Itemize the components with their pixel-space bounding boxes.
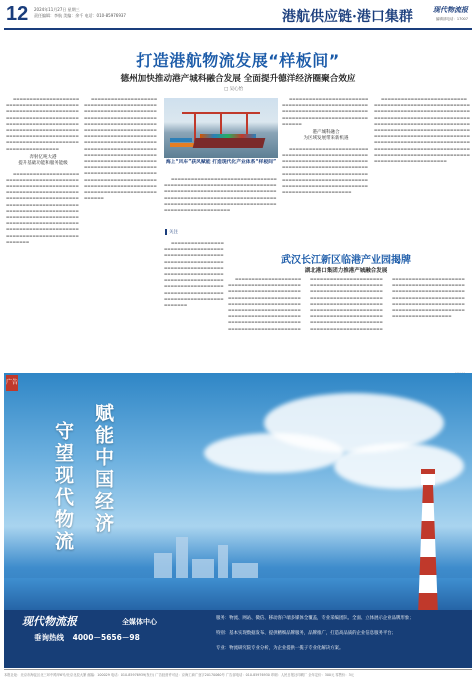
cargo-ship xyxy=(193,138,266,148)
ad-service-3: 专业：物流研究院专业分析，为企业提供一揽子专业化解决方案。 xyxy=(216,646,344,651)
article1-col2: ▬▬▬▬▬▬▬▬▬▬▬▬▬▬▬▬▬▬▬▬▬▬▬▬▬▬▬▬▬▬▬▬▬▬▬▬▬▬▬▬▬▬▬▬▬▬▬▬▬▬▬▬▬▬▬▬▬▬▬▬▬▬▬▬▬▬▬▬▬▬▬▬▬▬▬▬▬▬▬▬▬▬▬▬▬▬▬▬▬▬▬▬▬▬▬▬▬▬▬▬▬▬▬▬▬▬▬▬▬▬▬▬▬▬▬▬▬▬▬▬▬▬▬▬▬▬▬▬▬▬▬▬▬▬▬▬▬▬▬▬▬▬▬▬▬▬▬▬▬▬▬▬▬▬▬▬▬▬▬▬▬▬▬▬▬▬▬▬▬▬▬▬▬▬▬▬▬▬▬▬▬▬▬▬▬▬▬▬▬▬▬▬▬▬▬▬▬▬▬▬▬▬▬▬▬▬▬▬▬▬▬▬▬▬▬▬▬▬▬▬▬▬▬▬▬▬▬▬▬▬▬▬▬▬▬▬▬▬▬▬▬▬▬▬▬▬▬▬▬▬▬▬▬▬▬▬▬▬▬▬▬▬▬▬▬▬▬▬▬▬▬▬▬▬▬▬▬▬▬▬▬▬▬▬▬▬▬▬▬▬▬▬▬▬▬▬▬▬▬▬▬▬▬▬▬▬▬▬▬▬▬▬▬▬▬▬▬▬▬▬▬▬▬▬▬▬▬▬▬▬▬▬▬▬▬▬▬▬▬▬▬▬▬▬▬▬▬▬▬▬▬▬▬▬▬▬ xyxy=(84,97,158,201)
lighthouse-tower xyxy=(418,485,438,615)
header-meta xyxy=(34,7,126,18)
header-brand xyxy=(433,5,468,22)
photo-caption: 海上“风车”获风赋能 打造现代化产业体系“样板间” xyxy=(165,160,277,165)
lighthouse-graphic xyxy=(416,465,440,615)
header-editor: 责任编辑：李航 美编：余千 电话：010-85976937 xyxy=(34,12,126,18)
ad-slogan-2: 赋能中国经济 xyxy=(92,403,114,535)
header-date: 2024年11月27日 星期三 xyxy=(34,7,80,12)
section-title: 港航供应链·港口集群 xyxy=(282,9,413,25)
article1-col3b: ▬▬▬▬▬▬▬▬▬▬▬▬▬▬▬▬▬▬▬▬▬▬▬▬▬▬▬▬▬▬▬▬▬▬▬▬▬▬▬▬▬▬▬▬▬▬▬▬▬▬▬▬▬▬▬▬▬▬▬▬▬▬▬▬▬▬▬▬▬▬▬▬▬▬▬▬▬▬▬▬▬▬▬▬▬▬▬▬▬▬▬▬▬▬▬▬▬▬▬▬▬▬▬▬▬▬▬▬▬▬▬▬▬▬▬▬▬▬▬▬▬▬▬▬▬▬▬▬▬▬▬▬▬▬▬▬▬▬▬▬▬▬▬▬▬▬▬▬▬▬▬▬▬▬▬▬▬▬▬▬▬▬▬▬▬▬▬▬▬▬▬▬▬▬▬▬▬▬▬▬▬▬▬▬▬ xyxy=(164,241,224,308)
hotline-label: 垂询热线 xyxy=(34,633,64,642)
article2-subtitle: 湖北港口集团力推港产城融合发展 xyxy=(304,268,388,274)
ad-center-name: 全媒体中心 xyxy=(122,618,157,626)
article1-col4: ▬▬▬▬▬▬▬▬▬▬▬▬▬▬▬▬▬▬▬▬▬▬▬▬▬▬▬▬▬▬▬▬▬▬▬▬▬▬▬▬▬▬▬▬▬▬▬▬▬▬▬▬▬▬▬▬▬▬▬▬▬▬▬▬▬▬▬▬▬▬▬▬▬▬▬▬▬▬▬▬▬▬▬▬▬▬▬▬▬▬▬▬▬▬▬▬▬▬▬▬▬▬▬▬▬▬▬▬ 港产城科融合 为区域发展带来新机遇 ▬▬▬▬▬▬▬▬▬▬▬▬▬▬▬▬▬▬▬▬▬▬▬▬▬▬▬▬▬▬▬▬▬▬▬▬▬▬▬▬▬▬▬▬▬▬▬▬▬▬▬▬▬▬▬▬▬▬▬▬▬▬▬▬▬▬▬▬▬▬▬▬▬▬▬▬▬▬▬▬▬▬▬▬▬▬▬▬▬▬▬▬▬▬▬▬▬▬▬▬▬▬▬▬▬▬▬▬▬▬▬▬▬▬▬▬▬▬▬▬▬▬▬▬▬▬▬▬▬▬▬▬▬▬▬▬▬▬▬▬▬▬▬▬▬▬▬▬▬▬▬▬▬▬▬▬▬▬▬▬▬▬▬▬▬▬▬▬▬▬▬▬▬▬▬▬▬▬▬▬▬▬▬▬▬▬▬▬▬▬▬▬▬▬▬▬▬▬▬▬▬ xyxy=(282,97,369,195)
ad-tag: 广告 xyxy=(6,375,18,391)
brand-subline: 编辑部电话：17007 xyxy=(435,17,468,21)
container-stack xyxy=(170,138,192,142)
article1-col3a: ▬▬▬▬▬▬▬▬▬▬▬▬▬▬▬▬▬▬▬▬▬▬▬▬▬▬▬▬▬▬▬▬▬▬▬▬▬▬▬▬▬▬▬▬▬▬▬▬▬▬▬▬▬▬▬▬▬▬▬▬▬▬▬▬▬▬▬▬▬▬▬▬▬▬▬▬▬▬▬▬▬▬▬▬▬▬▬▬▬▬▬▬▬▬▬▬▬▬▬▬▬▬▬▬▬▬▬▬▬▬▬▬▬▬▬▬▬▬▬▬▬▬▬▬▬▬▬▬▬▬▬▬▬▬▬▬▬▬▬▬▬▬▬▬▬▬▬▬▬▬▬▬▬▬▬▬▬▬▬▬▬▬▬▬▬▬▬▬▬▬▬▬▬▬▬▬▬▬▬▬▬▬▬▬▬▬▬▬ xyxy=(164,177,277,213)
ship-containers xyxy=(200,134,256,138)
ad-service-1: 服务：物流、网站、微信、移动客户端多媒体全覆盖，专业采编团队、全面、立体展示企业品牌形象； xyxy=(216,616,414,621)
page-header xyxy=(0,0,476,30)
lighthouse-lamp xyxy=(421,469,435,485)
article1-col1: ▬▬▬▬▬▬▬▬▬▬▬▬▬▬▬▬▬▬▬▬▬▬▬▬▬▬▬▬▬▬▬▬▬▬▬▬▬▬▬▬▬▬▬▬▬▬▬▬▬▬▬▬▬▬▬▬▬▬▬▬▬▬▬▬▬▬▬▬▬▬▬▬▬▬▬▬▬▬▬▬▬▬▬▬▬▬▬▬▬▬▬▬▬▬▬▬▬▬▬▬▬▬▬▬▬▬▬▬▬▬▬▬▬▬▬▬▬▬▬▬▬▬▬▬▬▬▬▬▬▬▬▬▬▬▬▬▬▬▬▬▬▬▬▬▬▬▬▬▬▬▬▬▬▬▬▬▬▬▬▬▬▬▬▬▬▬▬▬▬▬▬▬▬▬▬▬▬▬▬▬▬▬▬▬▬▬▬▬▬▬ 奔射亿吨大港 提升基础功能和服务能级 ▬▬▬▬▬▬▬▬▬▬▬▬▬▬▬▬▬▬▬▬▬▬▬▬▬▬▬▬▬▬▬▬▬▬▬▬▬▬▬▬▬▬▬▬▬▬▬▬▬▬▬▬▬▬▬▬▬▬▬▬▬▬▬▬▬▬▬▬▬▬▬▬▬▬▬▬▬▬▬▬▬▬▬▬▬▬▬▬▬▬▬▬▬▬▬▬▬▬▬▬▬▬▬▬▬▬▬▬▬▬▬▬▬▬▬▬▬▬▬▬▬▬▬▬▬▬▬▬▬▬▬▬▬▬▬▬▬▬▬▬▬▬▬▬▬▬▬▬▬▬▬▬▬▬▬▬▬▬▬▬▬▬▬▬▬▬▬▬▬▬▬▬▬▬▬▬▬▬▬▬▬▬▬▬▬▬▬▬▬▬▬▬▬▬▬▬▬▬▬▬▬▬▬▬▬▬▬▬▬▬▬▬▬▬▬▬▬▬▬▬▬▬▬▬▬▬▬▬▬▬▬▬▬▬▬▬▬▬▬▬▬▬▬▬▬▬▬ xyxy=(6,97,80,244)
page-number: 12 xyxy=(6,3,29,25)
page-footer: 本报社址：北京市海淀区北三环中路甲6号/北京北辰大厦 邮编：100029 电话：010-85976939(发行) 广告经营许可证：京海工商广登字20170060号 广告部电话：010-85976930 印刷：人民日报社印刷厂 全年定价：300元 零售价：3元 xyxy=(4,673,354,677)
ad-slogan-1: 守望现代物流 xyxy=(52,421,74,553)
article2-body: ▬▬▬▬▬▬▬▬▬▬▬▬▬▬▬▬▬▬▬▬▬▬▬▬▬▬▬▬▬▬▬▬▬▬▬▬▬▬▬▬▬▬▬▬▬▬▬▬▬▬▬▬▬▬▬▬▬▬▬▬▬▬▬▬▬▬▬▬▬▬▬▬▬▬▬▬▬▬▬▬▬▬▬▬▬▬▬▬▬▬▬▬▬▬▬▬▬▬▬▬▬▬▬▬▬▬▬▬▬▬▬▬▬▬▬▬▬▬▬▬▬▬▬▬▬▬▬▬▬▬▬▬▬▬▬▬▬▬▬▬▬▬▬▬▬▬▬▬▬▬▬▬▬▬▬▬▬▬▬▬▬▬▬▬▬▬▬▬▬▬▬▬▬▬▬▬▬▬▬▬▬▬▬▬▬▬▬▬▬▬▬▬▬▬▬▬▬▬▬▬▬▬▬▬▬▬▬▬▬▬▬▬▬▬▬▬▬▬▬▬▬▬▬▬▬▬▬▬▬▬▬▬▬▬▬▬▬▬▬▬▬▬▬▬▬▬▬▬▬▬▬▬▬▬▬▬▬▬▬▬▬▬▬▬▬▬▬▬▬▬▬▬▬▬▬▬▬▬▬▬▬▬▬▬▬▬▬▬▬▬▬▬▬▬▬▬▬▬▬▬▬▬▬▬▬▬▬▬▬▬▬▬▬▬▬▬▬▬▬▬▬▬▬▬▬▬▬▬▬▬▬▬▬▬▬▬▬▬▬▬▬▬▬▬▬▬▬▬▬▬▬▬▬▬▬▬▬▬▬▬▬▬▬▬▬▬▬▬▬▬▬▬▬▬▬▬▬▬▬▬▬▬▬▬▬▬▬▬▬▬▬▬▬▬▬▬▬▬▬▬▬▬▬▬▬▬▬▬▬▬▬▬▬▬▬▬▬▬▬▬▬▬▬▬▬▬▬▬▬▬▬▬▬▬▬▬▬▬▬▬▬▬▬▬▬▬▬▬▬▬▬▬▬▬▬▬▬▬▬▬▬▬▬▬▬▬▬▬▬▬▬▬▬▬▬▬▬▬▬▬▬▬▬▬▬▬▬▬▬▬▬▬▬▬▬▬▬▬▬▬▬▬▬▬▬▬▬▬▬▬▬▬▬▬▬▬▬▬▬▬▬▬▬▬▬▬▬▬▬▬▬▬▬▬▬▬▬▬▬▬▬▬▬▬ xyxy=(228,277,465,331)
main-headline: 打造港航物流发展“样板间” xyxy=(136,51,340,70)
cloud xyxy=(204,433,344,473)
ad-service-2: 特别：基本实现数据发布、提供精细品牌服务，品牌推广，打造高品质的企业信息服务平台； xyxy=(216,631,397,636)
cloud xyxy=(334,443,464,489)
ad-hotline xyxy=(34,632,140,643)
brand-logo-text: 现代物流报 xyxy=(433,5,468,14)
hotline-number: 4000－5656－98 xyxy=(72,633,140,642)
article2-title: 武汉长江新区临港产业园揭牌 xyxy=(281,255,411,266)
header-rule xyxy=(4,28,472,30)
col4-subheading: 港产城科融合 为区域发展带来新机遇 xyxy=(303,130,349,142)
col1-subheading: 奔射亿吨大港 提升基础功能和服务能级 xyxy=(18,154,68,167)
main-subhead: 德州加快推动港产城科融合发展 全面提升德洋经济圈聚合效应 xyxy=(120,74,356,84)
ad-info-bar xyxy=(4,610,472,668)
article1-col5: ▬▬▬▬▬▬▬▬▬▬▬▬▬▬▬▬▬▬▬▬▬▬▬▬▬▬▬▬▬▬▬▬▬▬▬▬▬▬▬▬▬▬▬▬▬▬▬▬▬▬▬▬▬▬▬▬▬▬▬▬▬▬▬▬▬▬▬▬▬▬▬▬▬▬▬▬▬▬▬▬▬▬▬▬▬▬▬▬▬▬▬▬▬▬▬▬▬▬▬▬▬▬▬▬▬▬▬▬▬▬▬▬▬▬▬▬▬▬▬▬▬▬▬▬▬▬▬▬▬▬▬▬▬▬▬▬▬▬▬▬▬▬▬▬▬▬▬▬▬▬▬▬▬▬▬▬▬▬▬▬▬▬▬▬▬▬▬▬▬▬▬▬▬▬▬▬▬▬▬▬▬▬▬▬▬▬▬▬▬▬▬▬▬▬▬▬▬▬▬▬▬▬▬▬▬▬▬▬▬▬▬▬▬▬▬▬▬▬▬▬▬▬▬▬▬▬▬▬▬▬▬▬▬▬▬▬▬▬▬▬▬▬▬▬▬▬▬▬▬▬▬▬▬▬▬▬▬▬▬▬▬▬▬▬▬▬▬▬▬▬▬▬▬▬▬▬▬▬▬▬▬▬▬▬▬▬▬▬▬▬▬▬▬▬▬▬▬▬▬▬▬▬▬▬▬▬▬▬▬ xyxy=(374,97,470,164)
container-stack xyxy=(170,143,194,147)
byline: □ 吴心怡 xyxy=(224,87,244,92)
advertisement xyxy=(4,373,472,668)
footer-rule xyxy=(4,669,472,670)
section-tag: 关注 xyxy=(165,229,178,235)
ad-brand-logo: 现代物流报 xyxy=(22,615,77,628)
port-photo xyxy=(164,98,278,158)
